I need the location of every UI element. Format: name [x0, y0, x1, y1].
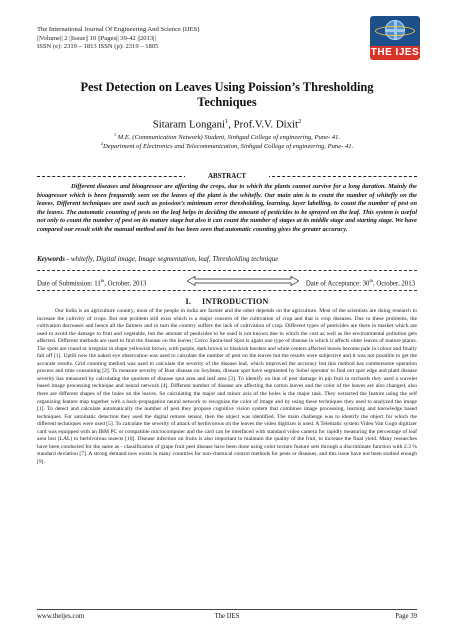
- section-heading: I. INTRODUCTION: [185, 297, 269, 306]
- journal-logo: [370, 16, 420, 60]
- affiliation-2-text: Department of Electronics and Telecommunication, Sinhgad College of engineering, Pune- 41.: [103, 143, 354, 151]
- introduction-text: Our India is an agriculture country, most of the people in india are farmer and the other depends on the agriculture. Most of the scientists are doing research to increase the cultivity of crops. But one problem still exist which is a major concern of the cultivation of crop and that is crop diseases. Due to these problems, the cultivation decreases and hence all the farmers and in turn the country suffers the lack of cultivation of crop. Different types of pesticides are there in market which are used to avoid the damage to fruit and vegetable, but the amount of pesticides to be used is not known due to which the cost as well as the environmental pollution gets affected. Different methods are used to find the disease on the leaves; Cerco Spora-leaf Spot is again one type of disease in which it affects older leaves of mature plants. The spots are round or irregular in shape yellowish brown, with purple, dark brown or blackish borders and white centers affected leaves become pale in colour and finally fall off [1]. Uptill now the naked eye observation was used to calculate the number of pest on the leaves but the results were subjective and it was not possible to get the accurate results. Grid counting method was used to calculate the severity of the disease leaf, which improved the accuracy but this method has cumbersome operation process and time consuming [2]. To measure severity of Rust disease on Soybean, disease spot have segmented by Sobel operator to find out spot edge and plant disease severity has measured by calculating the quotient of disease spot area and leaf area [3]. To identify on line of pest damage in pip fruit in orchards they used a wavelet based image processing technique and neural network [4]. Different number of disease are affecting the cotton leaves and the color of the leaves are also changed, also there are different shapes of the holes on the leaves. So calculating the major and minor axis of the holes is the major task. They extracted the feature using the self organizing feature map together with a back-propagation neural network to recognize the color of image and by using these techniques they used to analyzed the image [1]. To detect and calculate automatically the number of pest they propose cognitive vision system that combines image processing, learning and knowledge based techniques. For automatic detection they used the digital remote sensor, then the object was identified. The main challenge was to identify the object for which the different techniques were used [5]. To calculate the severity of attack of herbivorous on the leaves the video digitizer is used. A Telematic system Video Van Gogh digitizer card was equipped with an IBM PC or compatible microcomputer and the card can be interfaced with standard video camera for rapidly measuring the percentage of leaf area lost (LAL) to herbivorous insects [10]. Disease infection on fruits is also important to maintain the quality of the fruit, to increase the final yield. Many researches have been conducted for the same as - classification of grape fruit peel disease have been done using color texture feature sets through a discriminate function with 2.3 % standard deviation [7]. A strong demand now exists in many countries for non-chemical control methods for pests or diseases, and this issue have not been studied enough [9].: [37, 308, 417, 465]
- paper-title: [37, 80, 417, 109]
- submission-date: Date of Submission: 11th, October, 2013: [37, 278, 147, 288]
- abstract-label: ABSTRACT: [185, 172, 269, 181]
- dates-row: [37, 275, 417, 287]
- author-2-sup: 2: [298, 118, 302, 125]
- footer-page: Page 39: [395, 613, 417, 620]
- page-footer: [37, 611, 417, 623]
- footer-journal: The IJES: [214, 613, 240, 620]
- title-line-2: Techniques: [197, 94, 257, 109]
- author-2: , Prof.V.V. Dixit: [228, 118, 299, 131]
- globe-icon: [370, 16, 420, 46]
- footer-rule: [37, 609, 417, 610]
- keywords-text: - whitefly, Digital image, Image segmentation, leaf, Thresholding technique: [65, 255, 279, 263]
- affiliation-1-text: M.E. (Communication Network) Student, Sinhgad College of engineering, Pune- 41.: [117, 134, 341, 142]
- affiliation-2: [37, 140, 417, 151]
- affiliation-2-sup: 2: [100, 141, 104, 146]
- acceptance-date: Date of Acceptance: 30th, October, 2013: [305, 278, 415, 288]
- journal-header: [37, 26, 367, 52]
- title-line-1: Pest Detection on Leaves Using Poission’s Thresholding: [80, 80, 374, 94]
- divider-line: [37, 290, 417, 291]
- journal-name: The International Journal Of Engineering And Science (IJES): [37, 26, 200, 33]
- keywords: [37, 255, 417, 264]
- authors: [37, 115, 417, 132]
- journal-volume: ||Volume|| 2 ||Issue|| 10 ||Pages|| 39-42 ||2013||: [37, 34, 156, 42]
- divider-line: [37, 270, 417, 271]
- logo-text: THE IJES: [370, 47, 420, 58]
- footer-website: www.theijes.com: [37, 613, 85, 620]
- journal-issn: ISSN (e): 2319 – 1813 ISSN (p): 2319 – 1805: [37, 43, 159, 51]
- author-1-sup: 1: [224, 118, 229, 125]
- abstract-text: Different diseases and bioagressor are affecting the crops, due to which the plants cannot survive for a long duration. Mainly the bioagressor which is been frequently seen on the leaves of the plant is the whitefly. Our main aim is to count the number of whitefly on the leaves. Different techniques are used such as poission’s minimum error thresholding, learning, layer labelling, to count the number of pest on the leaves. The automatic counting of pests on the leaf helps in deciding the amount of pesticides to be sprayed on the leaf. This system is useful not only to count the number of pest on its mature stage but also it can count the number of stages at its middle stage and starting stage. We have compared our result with the manual method and its has been seen that automatic counting gives the greater accuracy.: [37, 183, 417, 233]
- abstract-divider: [37, 172, 417, 181]
- affiliation-1-sup: 1: [113, 132, 117, 137]
- double-arrow-icon: [187, 276, 299, 286]
- author-1: Sitaram Longani: [152, 118, 225, 131]
- keywords-label: Keywords: [37, 255, 65, 263]
